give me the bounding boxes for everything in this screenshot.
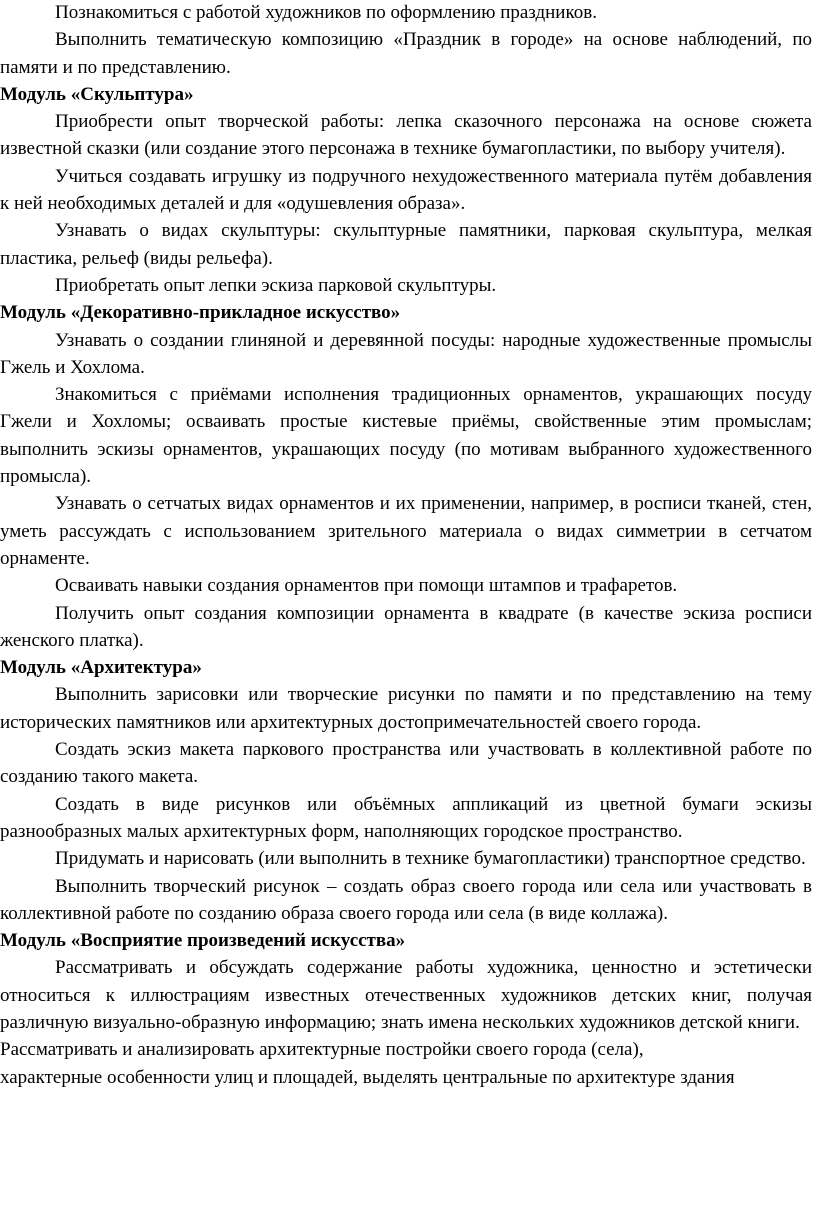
paragraph: Получить опыт создания композиции орнамента в квадрате (в качестве эскиза росписи женского платка). xyxy=(0,602,812,651)
paragraph: характерные особенности улиц и площадей, выделять центральные по архитектуре здания xyxy=(0,1066,735,1088)
paragraph: Рассматривать и обсуждать содержание работы художника, ценностно и эстетически относиться к иллюстрациям известных отечественных художников детских книг, получая различную визуально-образную информацию; знать имена нескольких художников детской книги. xyxy=(0,957,812,1033)
module-decorative-heading: Модуль «Декоративно-прикладное искусство» xyxy=(0,302,401,324)
paragraph: Выполнить тематическую композицию «Праздник в городе» на основе наблюдений, по памяти и по представлению. xyxy=(0,29,812,78)
paragraph: Создать эскиз макета паркового пространства или участвовать в коллективной работе по созданию такого макета. xyxy=(0,739,812,788)
paragraph: Придумать и нарисовать (или выполнить в технике бумагопластики) транспортное средство. xyxy=(55,848,806,870)
module-perception-heading: Модуль «Восприятие произведений искусства» xyxy=(0,930,406,952)
module-sculpture-heading: Модуль «Скульптура» xyxy=(0,83,194,105)
paragraph: Знакомиться с приёмами исполнения традиционных орнаментов, украшающих посуду Гжели и Хохломы; осваивать простые кистевые приёмы, свойственные этим промыслам; выполнить эскизы орнаментов, украшающих посуду (по мотивам выбранного художественного промысла). xyxy=(0,384,812,488)
paragraph: Учиться создавать игрушку из подручного нехудожественного материала путём добавления к ней необходимых деталей и для «одушевления образа». xyxy=(0,165,812,215)
paragraph: Узнавать о создании глиняной и деревянной посуды: народные художественные промыслы Гжель и Хохлома. xyxy=(0,329,812,378)
paragraph: Узнавать о видах скульптуры: скульптурные памятники, парковая скульптура, мелкая пластика, рельеф (виды рельефа). xyxy=(0,220,812,269)
paragraph: Приобрести опыт творческой работы: лепка сказочного персонажа на основе сюжета известной сказки (или создание этого персонажа в технике бумагопластики, по выбору учителя). xyxy=(0,111,812,160)
paragraph: Создать в виде рисунков или объёмных аппликаций из цветной бумаги эскизы разнообразных малых архитектурных форм, наполняющих городское пространство. xyxy=(0,793,812,842)
module-architecture-heading: Модуль «Архитектура» xyxy=(0,657,202,679)
paragraph: Познакомиться с работой художников по оформлению праздников. xyxy=(55,2,597,23)
paragraph: Выполнить творческий рисунок – создать образ своего города или села или участвовать в коллективной работе по созданию образа своего города или села (в виде коллажа). xyxy=(0,875,812,924)
paragraph: Приобретать опыт лепки эскиза парковой скульптуры. xyxy=(55,274,497,296)
paragraph: Осваивать навыки создания орнаментов при помощи штампов и трафаретов. xyxy=(55,575,678,597)
paragraph: Рассматривать и анализировать архитектурные постройки своего города (села), xyxy=(0,1039,644,1061)
paragraph: Выполнить зарисовки или творческие рисунки по памяти и по представлению на тему исторических памятников или архитектурных достопримечательностей своего города. xyxy=(0,684,812,733)
paragraph: Узнавать о сетчатых видах орнаментов и их применении, например, в росписи тканей, стен, уметь рассуждать с использованием зрительного материала о видах симметрии в сетчатом орнаменте. xyxy=(0,493,812,569)
